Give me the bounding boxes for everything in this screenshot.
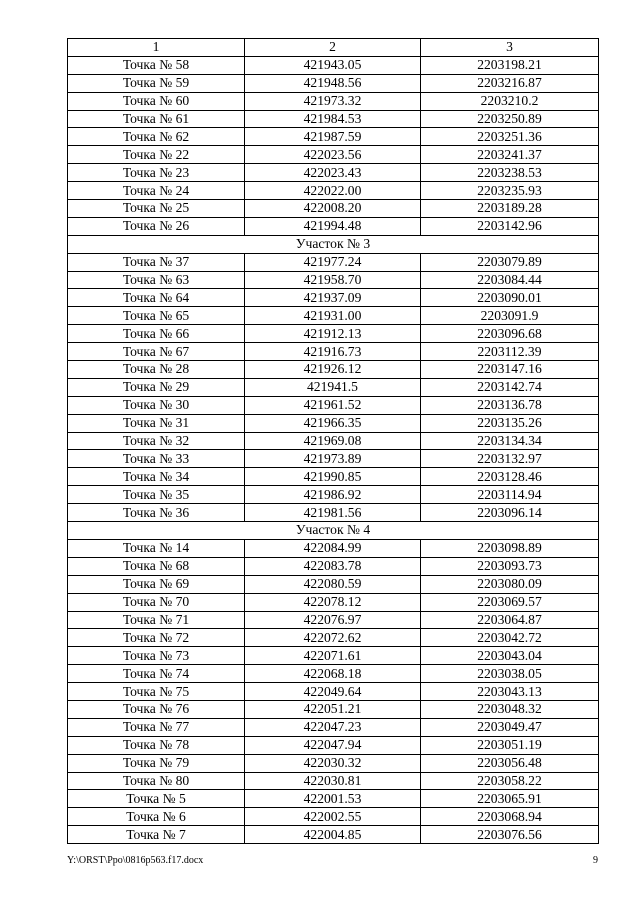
table-row <box>68 611 599 629</box>
y-coordinate-cell: 2203251.36 <box>421 128 599 146</box>
y-coordinate-cell: 2203098.89 <box>421 539 599 557</box>
x-coordinate-cell: 422047.23 <box>245 718 421 736</box>
table-row <box>68 700 599 718</box>
y-coordinate-cell: 2203049.47 <box>421 718 599 736</box>
x-coordinate-cell: 422047.94 <box>245 736 421 754</box>
point-name-cell: Точка № 66 <box>68 325 245 343</box>
y-coordinate-cell: 2203142.74 <box>421 378 599 396</box>
x-coordinate-cell: 421990.85 <box>245 468 421 486</box>
y-coordinate-cell: 2203065.91 <box>421 790 599 808</box>
y-coordinate-cell: 2203043.13 <box>421 683 599 701</box>
point-name-cell: Точка № 73 <box>68 647 245 665</box>
y-coordinate-cell: 2203134.34 <box>421 432 599 450</box>
section-title: Участок № 4 <box>68 522 599 540</box>
point-name-cell: Точка № 28 <box>68 361 245 379</box>
footer-page-number: 9 <box>593 855 598 866</box>
x-coordinate-cell: 422023.43 <box>245 164 421 182</box>
table-row <box>68 772 599 790</box>
x-coordinate-cell: 421981.56 <box>245 504 421 522</box>
x-coordinate-cell: 422002.55 <box>245 808 421 826</box>
point-name-cell: Точка № 62 <box>68 128 245 146</box>
point-name-cell: Точка № 29 <box>68 378 245 396</box>
table-row <box>68 253 599 271</box>
table-row <box>68 325 599 343</box>
y-coordinate-cell: 2203090.01 <box>421 289 599 307</box>
x-coordinate-cell: 421943.05 <box>245 56 421 74</box>
x-coordinate-cell: 422072.62 <box>245 629 421 647</box>
y-coordinate-cell: 2203069.57 <box>421 593 599 611</box>
point-name-cell: Точка № 77 <box>68 718 245 736</box>
table-row <box>68 557 599 575</box>
point-name-cell: Точка № 61 <box>68 110 245 128</box>
x-coordinate-cell: 422084.99 <box>245 539 421 557</box>
x-coordinate-cell: 421961.52 <box>245 396 421 414</box>
y-coordinate-cell: 2203216.87 <box>421 74 599 92</box>
y-coordinate-cell: 2203235.93 <box>421 182 599 200</box>
y-coordinate-cell: 2203093.73 <box>421 557 599 575</box>
table-row <box>68 504 599 522</box>
x-coordinate-cell: 421977.24 <box>245 253 421 271</box>
x-coordinate-cell: 422068.18 <box>245 665 421 683</box>
point-name-cell: Точка № 76 <box>68 700 245 718</box>
x-coordinate-cell: 422078.12 <box>245 593 421 611</box>
y-coordinate-cell: 2203042.72 <box>421 629 599 647</box>
x-coordinate-cell: 421912.13 <box>245 325 421 343</box>
table-row <box>68 92 599 110</box>
table-row <box>68 486 599 504</box>
y-coordinate-cell: 2203142.96 <box>421 217 599 235</box>
x-coordinate-cell: 421948.56 <box>245 74 421 92</box>
table-row <box>68 683 599 701</box>
header-row <box>68 39 599 57</box>
x-coordinate-cell: 421973.32 <box>245 92 421 110</box>
point-name-cell: Точка № 5 <box>68 790 245 808</box>
point-name-cell: Точка № 36 <box>68 504 245 522</box>
x-coordinate-cell: 422076.97 <box>245 611 421 629</box>
y-coordinate-cell: 2203079.89 <box>421 253 599 271</box>
x-coordinate-cell: 422049.64 <box>245 683 421 701</box>
y-coordinate-cell: 2203048.32 <box>421 700 599 718</box>
y-coordinate-cell: 2203064.87 <box>421 611 599 629</box>
column-header-1: 1 <box>68 39 245 57</box>
table-row <box>68 575 599 593</box>
point-name-cell: Точка № 14 <box>68 539 245 557</box>
point-name-cell: Точка № 71 <box>68 611 245 629</box>
x-coordinate-cell: 421966.35 <box>245 414 421 432</box>
point-name-cell: Точка № 25 <box>68 200 245 218</box>
y-coordinate-cell: 2203112.39 <box>421 343 599 361</box>
y-coordinate-cell: 2203128.46 <box>421 468 599 486</box>
point-name-cell: Точка № 65 <box>68 307 245 325</box>
y-coordinate-cell: 2203076.56 <box>421 826 599 844</box>
table-row <box>68 74 599 92</box>
y-coordinate-cell: 2203080.09 <box>421 575 599 593</box>
table-row <box>68 110 599 128</box>
point-name-cell: Точка № 78 <box>68 736 245 754</box>
y-coordinate-cell: 2203238.53 <box>421 164 599 182</box>
point-name-cell: Точка № 31 <box>68 414 245 432</box>
table-row <box>68 164 599 182</box>
table-row <box>68 629 599 647</box>
y-coordinate-cell: 2203058.22 <box>421 772 599 790</box>
table-row <box>68 432 599 450</box>
y-coordinate-cell: 2203091.9 <box>421 307 599 325</box>
x-coordinate-cell: 422022.00 <box>245 182 421 200</box>
point-name-cell: Точка № 68 <box>68 557 245 575</box>
x-coordinate-cell: 421958.70 <box>245 271 421 289</box>
table-row <box>68 468 599 486</box>
point-name-cell: Точка № 72 <box>68 629 245 647</box>
table-row <box>68 736 599 754</box>
table-row <box>68 539 599 557</box>
x-coordinate-cell: 421969.08 <box>245 432 421 450</box>
table-row <box>68 665 599 683</box>
point-name-cell: Точка № 64 <box>68 289 245 307</box>
table-row <box>68 128 599 146</box>
point-name-cell: Точка № 67 <box>68 343 245 361</box>
x-coordinate-cell: 422083.78 <box>245 557 421 575</box>
coordinates-table <box>67 38 599 844</box>
table-row <box>68 826 599 844</box>
table-row <box>68 754 599 772</box>
x-coordinate-cell: 421931.00 <box>245 307 421 325</box>
point-name-cell: Точка № 26 <box>68 217 245 235</box>
point-name-cell: Точка № 6 <box>68 808 245 826</box>
y-coordinate-cell: 2203198.21 <box>421 56 599 74</box>
table-row <box>68 808 599 826</box>
table-row <box>68 378 599 396</box>
point-name-cell: Точка № 30 <box>68 396 245 414</box>
column-header-2: 2 <box>245 39 421 57</box>
point-name-cell: Точка № 63 <box>68 271 245 289</box>
x-coordinate-cell: 421926.12 <box>245 361 421 379</box>
y-coordinate-cell: 2203114.94 <box>421 486 599 504</box>
table-row <box>68 790 599 808</box>
y-coordinate-cell: 2203136.78 <box>421 396 599 414</box>
x-coordinate-cell: 421941.5 <box>245 378 421 396</box>
point-name-cell: Точка № 37 <box>68 253 245 271</box>
point-name-cell: Точка № 7 <box>68 826 245 844</box>
x-coordinate-cell: 421973.89 <box>245 450 421 468</box>
section-title-row <box>68 522 599 540</box>
point-name-cell: Точка № 74 <box>68 665 245 683</box>
y-coordinate-cell: 2203056.48 <box>421 754 599 772</box>
y-coordinate-cell: 2203250.89 <box>421 110 599 128</box>
y-coordinate-cell: 2203084.44 <box>421 271 599 289</box>
table-row <box>68 182 599 200</box>
table-row <box>68 450 599 468</box>
x-coordinate-cell: 422023.56 <box>245 146 421 164</box>
point-name-cell: Точка № 33 <box>68 450 245 468</box>
x-coordinate-cell: 421994.48 <box>245 217 421 235</box>
table-row <box>68 56 599 74</box>
x-coordinate-cell: 422071.61 <box>245 647 421 665</box>
y-coordinate-cell: 2203132.97 <box>421 450 599 468</box>
x-coordinate-cell: 422030.32 <box>245 754 421 772</box>
table-row <box>68 593 599 611</box>
point-name-cell: Точка № 80 <box>68 772 245 790</box>
x-coordinate-cell: 422051.21 <box>245 700 421 718</box>
y-coordinate-cell: 2203043.04 <box>421 647 599 665</box>
table-row <box>68 146 599 164</box>
table-row <box>68 289 599 307</box>
table-row <box>68 396 599 414</box>
point-name-cell: Точка № 79 <box>68 754 245 772</box>
y-coordinate-cell: 2203096.14 <box>421 504 599 522</box>
table-row <box>68 414 599 432</box>
point-name-cell: Точка № 32 <box>68 432 245 450</box>
point-name-cell: Точка № 69 <box>68 575 245 593</box>
table-row <box>68 271 599 289</box>
point-name-cell: Точка № 70 <box>68 593 245 611</box>
y-coordinate-cell: 2203051.19 <box>421 736 599 754</box>
y-coordinate-cell: 2203210.2 <box>421 92 599 110</box>
x-coordinate-cell: 421987.59 <box>245 128 421 146</box>
point-name-cell: Точка № 58 <box>68 56 245 74</box>
point-name-cell: Точка № 22 <box>68 146 245 164</box>
point-name-cell: Точка № 59 <box>68 74 245 92</box>
y-coordinate-cell: 2203068.94 <box>421 808 599 826</box>
y-coordinate-cell: 2203147.16 <box>421 361 599 379</box>
table-row <box>68 718 599 736</box>
point-name-cell: Точка № 35 <box>68 486 245 504</box>
point-name-cell: Точка № 60 <box>68 92 245 110</box>
table-row <box>68 647 599 665</box>
table-row <box>68 343 599 361</box>
x-coordinate-cell: 422001.53 <box>245 790 421 808</box>
point-name-cell: Точка № 34 <box>68 468 245 486</box>
x-coordinate-cell: 422080.59 <box>245 575 421 593</box>
y-coordinate-cell: 2203135.26 <box>421 414 599 432</box>
point-name-cell: Точка № 24 <box>68 182 245 200</box>
table-row <box>68 217 599 235</box>
x-coordinate-cell: 422008.20 <box>245 200 421 218</box>
x-coordinate-cell: 422004.85 <box>245 826 421 844</box>
table-body <box>68 39 599 844</box>
section-title-row <box>68 235 599 253</box>
y-coordinate-cell: 2203038.05 <box>421 665 599 683</box>
column-header-3: 3 <box>421 39 599 57</box>
footer-file-path: Y:\ORST\Ppo\0816p563.f17.docx <box>67 855 204 866</box>
x-coordinate-cell: 421986.92 <box>245 486 421 504</box>
y-coordinate-cell: 2203189.28 <box>421 200 599 218</box>
table-row <box>68 200 599 218</box>
table-row <box>68 361 599 379</box>
y-coordinate-cell: 2203241.37 <box>421 146 599 164</box>
x-coordinate-cell: 422030.81 <box>245 772 421 790</box>
y-coordinate-cell: 2203096.68 <box>421 325 599 343</box>
x-coordinate-cell: 421937.09 <box>245 289 421 307</box>
table-row <box>68 307 599 325</box>
point-name-cell: Точка № 23 <box>68 164 245 182</box>
x-coordinate-cell: 421916.73 <box>245 343 421 361</box>
point-name-cell: Точка № 75 <box>68 683 245 701</box>
section-title: Участок № 3 <box>68 235 599 253</box>
x-coordinate-cell: 421984.53 <box>245 110 421 128</box>
